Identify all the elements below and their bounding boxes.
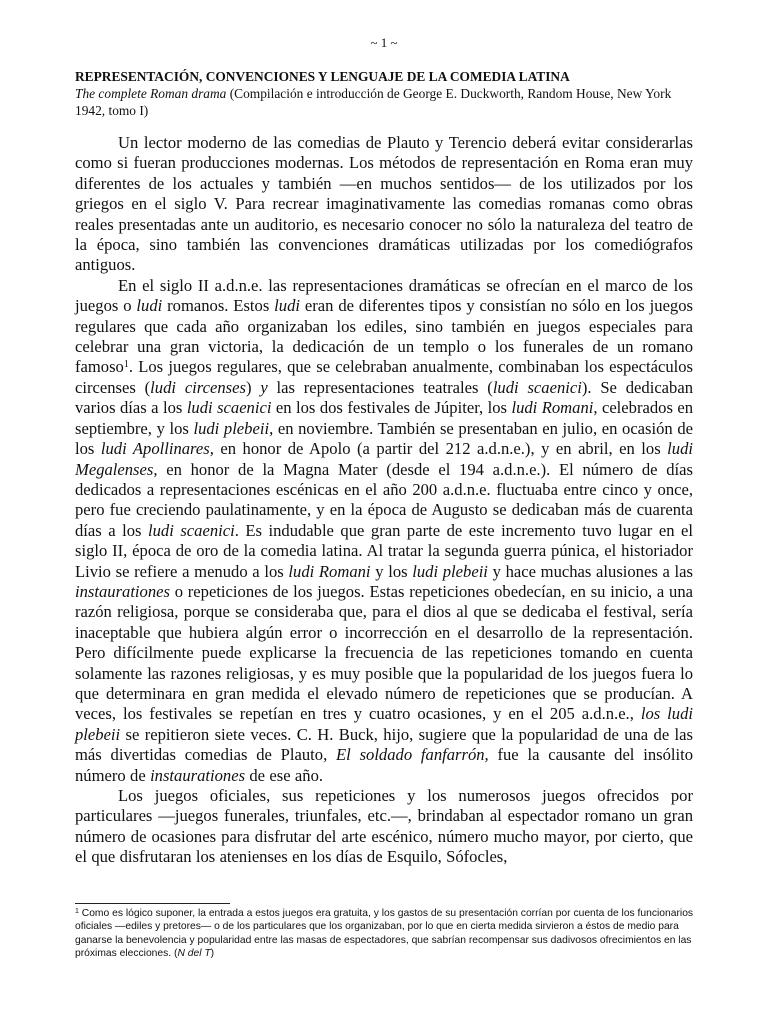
paragraph-3: Los juegos oficiales, sus repeticiones y los numerosos juegos ofrecidos por particulares —juegos funerales, triunfales, etc.—, brindaban al espectador romano un gran número de ocasiones para disfrutar del arte escénico, número mucho mayor, por cierto, que el que disfrutaran los atenienses en los días de Esquilo, Sófocles, [75,786,693,867]
footnote [75,907,697,961]
latin-term: ludi Romani [511,398,594,418]
text-run: en los dos festivales de Júpiter, los [271,398,512,418]
latin-term: ludi [274,296,300,316]
text-run: En el siglo II a.d.n.e. las representaciones dramáticas se ofrecían en el marco de los juegos o [75,275,693,316]
latin-term: ludi Romani [288,561,371,581]
latin-term: instaurationes [150,765,246,785]
text-run: o repeticiones de los juegos. Estas repeticiones obedecían, en su inicio, a una razón religiosa, porque se consideraba que, para el dios al que se dedicaba el festival, sería inaceptable que hubiera algún error o incorrección en el desarrollo de la representación. Pero difícilmente puede explicarse la frecuencia de las repeticiones tomando en cuenta solamente las razones religiosas, y es muy posible que la popularidad de los juegos fuera lo que determinara en gran medida el elevado número de repeticiones que se producían. A veces, los festivales se repetían en tres y cuatro ocasiones, y en el 205 a.d.n.e., [75,581,693,724]
latin-term: ludi circenses [150,377,246,397]
text-run: se repitieron siete veces. C. H. Buck, hijo, sugiere que la popularidad de una de las más divertidas comedias de Plauto, [75,724,693,765]
text-run: y hace muchas alusiones a las [487,561,693,581]
text-run: de ese año. [245,765,324,785]
text-run: . Los juegos regulares, que se celebraban anualmente, combinaban los espectáculos circenses ( [75,357,693,397]
document-title: REPRESENTACIÓN, CONVENCIONES Y LENGUAJE DE LA COMEDIA LATINA [75,69,570,84]
text-run: , en noviembre. También se presentaban en julio, en ocasión de los [75,418,693,459]
text-run: . Es indudable que gran parte de este incremento tuvo lugar en el siglo II, época de oro de la comedia latina. Al tratar la segunda guerra púnica, el historiador Livio se refiere a menudo a los [75,520,693,581]
text-run: y los [370,561,413,581]
page-number: ~ 1 ~ [370,35,398,50]
footnote-text: Como es lógico suponer, la entrada a estos juegos era gratuita, y los gastos de su presentación corrían por cuenta de los funcionarios oficiales —ediles y pretores— o de los particulares que los organizaban, por lo que en cierta medida sirvieron a éstos de medio para ganarse la benevolencia y popularidad entre las masas de espectadores, que sabrían recompensar sus dadivosos ofrecimientos en las próximas elecciones. ( [75,908,694,960]
latin-term: ludi scaenici [148,520,235,540]
text-run: en honor de Apolo (a partir del 212 a.d.n.e.), y en abril, en los [213,439,668,459]
footnote-reference[interactable]: 1 [123,359,129,371]
text-run: , celebrados en septiembre, y los [75,398,694,438]
play-title: El soldado fanfarrón, [336,745,489,765]
source-book-title: The complete Roman drama [75,86,227,101]
latin-term: ludi plebeii [412,561,488,581]
translator-note-label: N del T [177,948,211,960]
source-details: (Compilación e introducción de George E. Duckworth, Random House, New York 1942, tomo I) [75,86,672,118]
latin-term: los ludi plebeii [75,704,693,744]
text-run: las representaciones teatrales ( [267,377,493,397]
latin-term: ludi scaenici [186,398,272,418]
text-run: en honor de la Magna Mater (desde el 194 a.d.n.e.). El número de días dedicados a representaciones escénicas en el año 200 a.d.n.e. fluctuaba entre cinco y once, pero fue creciendo paulatinamente, y en la época de Augusto se dedicaban más de cuarenta días a los [75,459,693,540]
source-citation [75,85,693,119]
document-page [75,0,693,1024]
text-run: ) [245,377,261,397]
document-heading [75,68,693,119]
latin-term: ludi Megalenses, [75,439,693,479]
latin-term: instaurationes [75,581,170,601]
paragraph-2 [75,276,693,786]
footnote-divider [75,903,230,904]
paragraph-1: Un lector moderno de las comedias de Plauto y Terencio deberá evitar considerarlas como si fueran producciones modernas. Los métodos de representación en Roma eran muy diferentes de los actuales y también —en muchos sentidos— de los utilizados por los griegos en el siglo V. Para recrear imaginativamente las comedias romanas como obras reales presentadas ante un auditorio, es necesario conocer no sólo la naturaleza del teatro de la época, sino también las convenciones dramáticas utilizadas por los comediógrafos antiguos. [75,133,693,275]
text-run: romanos. Estos [162,296,275,316]
latin-term: ludi scaenici [492,377,582,397]
text-run: fue la causante del insólito número de [75,745,694,785]
text-run: eran de diferentes tipos y consistían no sólo en los juegos regulares que cada año organizaban los ediles, sino también en juegos especiales para celebrar una gran victoria, la dedicación de un templo o los funerales de un romano famoso [75,296,693,377]
latin-term: ludi Apollinares, [100,439,214,459]
text-run: ). Se dedicaban varios días a los [75,377,694,418]
latin-term: ludi plebeii [193,418,270,438]
body-text [75,133,693,868]
latin-term: ludi [136,296,163,316]
footnote-marker: 1 [75,908,79,915]
footnote-close: ) [210,948,215,960]
italic-word: y [260,377,268,397]
